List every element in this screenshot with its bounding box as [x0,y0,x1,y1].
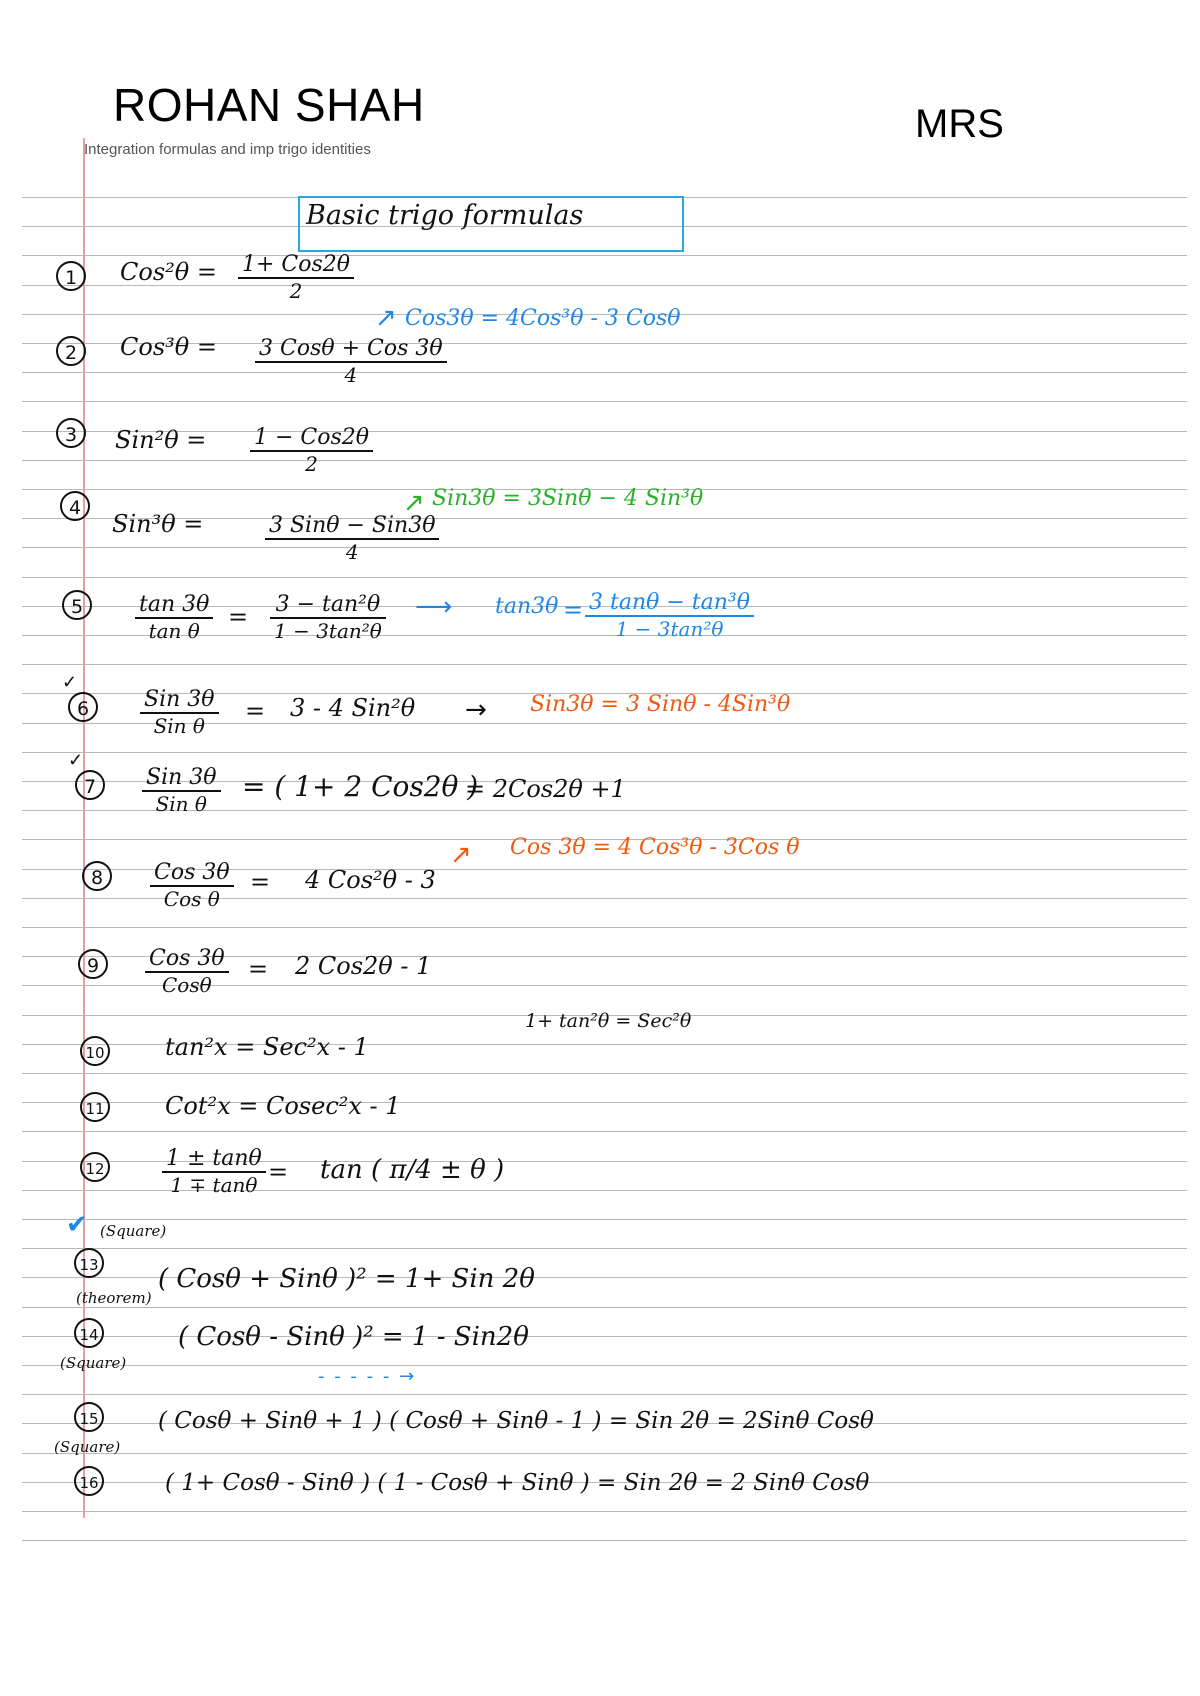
side-note: Cos3θ = 4Cos³θ - 3 Cosθ [405,306,681,331]
arrow-icon: ↗ [403,488,425,518]
fraction-denominator: tan θ [148,619,200,643]
ruled-line [22,752,1187,753]
fraction-numerator: Cos 3θ [145,946,229,973]
formula-number: 14 [74,1318,104,1348]
fraction-numerator: 3 Sinθ − Sin3θ [265,513,439,540]
ruled-line [22,547,1187,548]
formula-lhs: Cos²θ = [120,258,217,286]
ruled-line [22,1394,1187,1395]
equals-sign: = [245,697,266,725]
check-mark-icon: ✔ [66,1210,88,1240]
ruled-line [22,927,1187,928]
formula-number: 6 [68,692,98,722]
formula-rhs: 4 Cos²θ - 3 [305,866,436,894]
equals-sign: = [268,1158,289,1186]
formula-fraction [265,513,439,564]
fraction-numerator: 3 − tan²θ [270,592,386,619]
formula-rhs: tan ( π/4 ± θ ) [320,1155,505,1185]
fraction-denominator: Sin θ [155,792,207,816]
author-name: ROHAN SHAH [113,79,425,131]
formula-lhs-fraction [162,1146,266,1197]
ruled-line [22,460,1187,461]
formula-lhs: Cos³θ = [120,333,217,361]
formula-lhs-fraction [145,946,229,997]
formula-number: 11 [80,1092,110,1122]
side-note: Sin3θ = 3 Sinθ - 4Sin³θ [530,692,791,717]
fraction-numerator: Sin 3θ [140,687,219,714]
formula-number: 2 [56,336,86,366]
formula-rhs: 3 - 4 Sin²θ [290,694,416,722]
ruled-line [22,255,1187,256]
ruled-line [22,372,1187,373]
side-note-fraction [585,590,754,641]
ruled-line [22,1248,1187,1249]
formula-text: ( Cosθ - Sinθ )² = 1 - Sin2θ [178,1322,529,1352]
side-note: Sin3θ = 3Sinθ − 4 Sin³θ [432,486,704,511]
ruled-line [22,1365,1187,1366]
page-subtitle: Integration formulas and imp trigo identities [84,141,371,158]
fraction-numerator: 1+ Cos2θ [238,252,354,279]
fraction-denominator: Cosθ [161,973,212,997]
fraction-denominator: 1 − 3tan²θ [615,617,724,641]
check-mark-icon: ✓ [68,750,84,771]
formula-number: 12 [80,1152,110,1182]
ruled-line [22,401,1187,402]
equals-sign: = [248,955,269,983]
formula-number: 15 [74,1402,104,1432]
formula-rhs: = ( 1+ 2 Cos2θ ) [242,770,479,803]
formula-number: 4 [60,491,90,521]
formula-label: (Square) [60,1354,127,1372]
formula-lhs-fraction [150,860,234,911]
fraction-denominator: 2 [289,279,303,303]
check-mark-icon: ✓ [62,672,78,693]
formula-text: ( 1+ Cosθ - Sinθ ) ( 1 - Cosθ + Sinθ ) = Sin 2θ = 2 Sinθ Cosθ [165,1470,870,1496]
formula-text: tan²x = Sec²x - 1 [165,1033,369,1061]
formula-number: 3 [56,418,86,448]
fraction-numerator: 1 ± tanθ [162,1146,266,1173]
formula-rhs-fraction [270,592,386,643]
ruled-line [22,1307,1187,1308]
formula-rhs: 2 Cos2θ - 1 [295,952,432,980]
arrow-icon: ↗ [450,840,472,870]
fraction-numerator: Cos 3θ [150,860,234,887]
author-initials: MRS [915,102,1004,146]
ruled-line [22,1511,1187,1512]
equals-sign: = [228,603,249,631]
fraction-numerator: Sin 3θ [142,765,221,792]
ruled-line [22,1540,1187,1541]
formula-number: 5 [62,590,92,620]
formula-label: (Square) [100,1222,167,1240]
fraction-numerator: 1 − Cos2θ [250,425,373,452]
fraction-denominator: 1 ∓ tanθ [170,1173,258,1197]
formula-fraction [238,252,354,303]
ruled-line [22,1453,1187,1454]
formula-lhs-fraction [142,765,221,816]
side-note-lhs: tan3θ [495,594,559,619]
formula-number: 1 [56,261,86,291]
fraction-numerator: tan 3θ [135,592,213,619]
fraction-numerator: 3 tanθ − tan³θ [585,590,754,617]
formula-text: Cot²x = Cosec²x - 1 [165,1092,401,1120]
section-heading: Basic trigo formulas [306,200,584,231]
formula-text: ( Cosθ + Sinθ )² = 1+ Sin 2θ [158,1264,535,1294]
equals-sign: = [563,596,584,624]
formula-rhs-simplified: = 2Cos2θ +1 [465,775,626,803]
formula-lhs-fraction [140,687,219,738]
formula-number: 10 [80,1036,110,1066]
formula-label: (Square) [54,1438,121,1456]
formula-number: 16 [74,1466,104,1496]
fraction-numerator: 3 Cosθ + Cos 3θ [255,336,447,363]
arrow-icon: ↗ [375,303,397,333]
ruled-line [22,577,1187,578]
fraction-denominator: 4 [344,363,358,387]
formula-number: 13 [74,1248,104,1278]
formula-fraction [255,336,447,387]
formula-text: ( Cosθ + Sinθ + 1 ) ( Cosθ + Sinθ - 1 ) = Sin 2θ = 2Sinθ Cosθ [158,1408,874,1434]
formula-lhs: Sin³θ = [112,510,204,538]
formula-number: 8 [82,861,112,891]
fraction-denominator: Cos θ [163,887,220,911]
side-note: Cos 3θ = 4 Cos³θ - 3Cos θ [510,835,800,860]
formula-fraction [250,425,373,476]
formula-number: 7 [75,770,105,800]
equals-sign: = [250,868,271,896]
fraction-denominator: Sin θ [153,714,205,738]
ruled-line [22,1219,1187,1220]
formula-number: 9 [78,949,108,979]
arrow-icon: → [465,695,487,725]
ruled-line [22,664,1187,665]
formula-lhs: Sin²θ = [115,426,207,454]
side-note: 1+ tan²θ = Sec²θ [525,1010,692,1032]
ruled-line [22,1073,1187,1074]
formula-lhs-fraction [135,592,213,643]
formula-label: (theorem) [76,1289,152,1307]
ruled-line [22,1131,1187,1132]
fraction-denominator: 1 − 3tan²θ [274,619,382,643]
arrow-icon: ⟶ [415,592,453,622]
fraction-denominator: 2 [305,452,318,476]
dashed-arrow-icon: - - - - - → [318,1366,417,1387]
fraction-denominator: 4 [345,540,359,564]
